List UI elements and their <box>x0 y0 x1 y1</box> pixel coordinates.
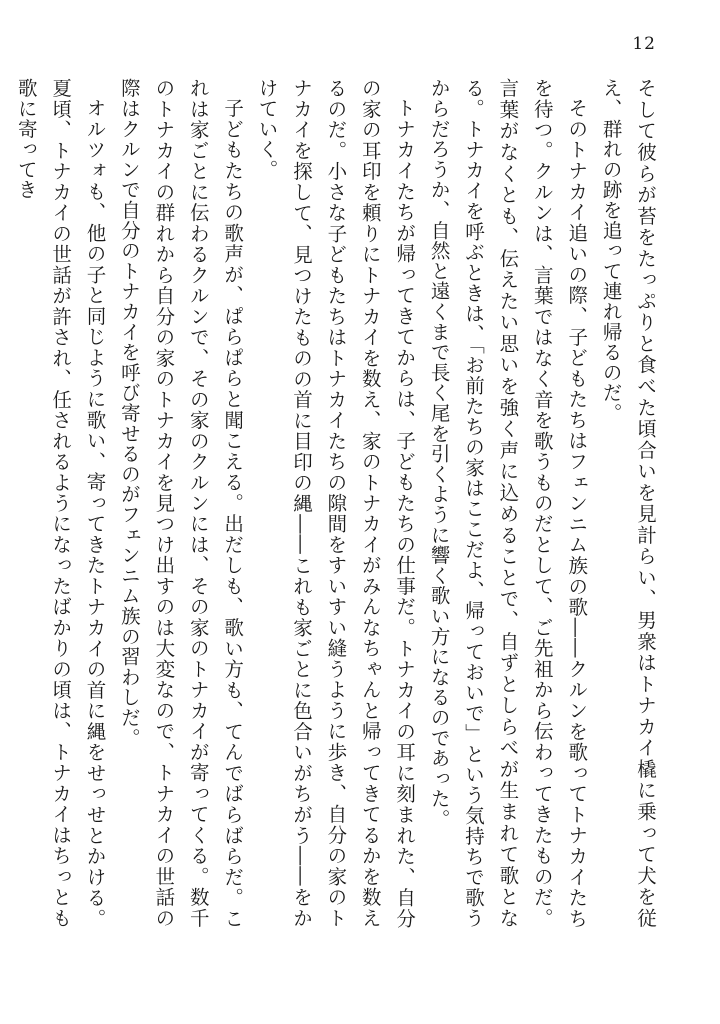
vertical-text-body <box>8 78 662 928</box>
paragraph-3: トナカイたちが帰ってきてからは、子どもたちの仕事だ。トナカイの耳に刻まれた、自分の家の耳印を頼りにトナカイを数え、家のトナカイがみんなちゃんと帰ってきてるかを数えるのだ。小さな子どもたちはトナカイたちの隙間をすいすい縫うように歩き、自分の家のトナカイを探して、見つけたものの首に目印の縄――これも家ごとに色合いがちがう――をかけていく。 <box>255 78 417 928</box>
paragraph-1: そして彼らが苔をたっぷりと食べた頃合いを見計らい、男衆はトナカイ橇に乗って犬を従え、群れの跡を追って連れ帰るのだ。 <box>599 78 657 928</box>
paragraph-5: オルツォも、他の子と同じように歌い、寄ってきたトナカイの首に縄をせっせとかける。夏頃、トナカイの世話が許され、任されるようになったばかりの頃は、トナカイはちっとも歌に寄ってき <box>14 78 107 928</box>
paragraph-2: そのトナカイ追いの際、子どもたちはフェンニム族の歌――クルンを歌ってトナカイたちを待つ。クルンは、言葉ではなく音を歌うものだとして、ご先祖から伝わってきたものだ。言葉がなくとも、伝えたい思いを強く声に込めることで、自ずとしらべが生まれて歌となる。トナカイを呼ぶときは、「お前たちの家はここだよ、帰っておいで」という気持ちで歌うからだろうか、自然と遠くまで長く尾を引くように響く歌い方になるのであった。 <box>427 78 589 928</box>
page-number: 12 <box>632 34 656 54</box>
paragraph-4: 子どもたちの歌声が、ぱらぱらと聞こえる。出だしも、歌い方も、てんでばらばらだ。これは家ごとに伝わるクルンで、その家のクルンには、その家のトナカイが寄ってくる。数千のトナカイの群れから自分の家のトナカイを見つけ出すのは大変なので、トナカイの世話の際はクルンで自分のトナカイを呼び寄せるのがフェンニム族の習わしだ。 <box>117 78 245 928</box>
